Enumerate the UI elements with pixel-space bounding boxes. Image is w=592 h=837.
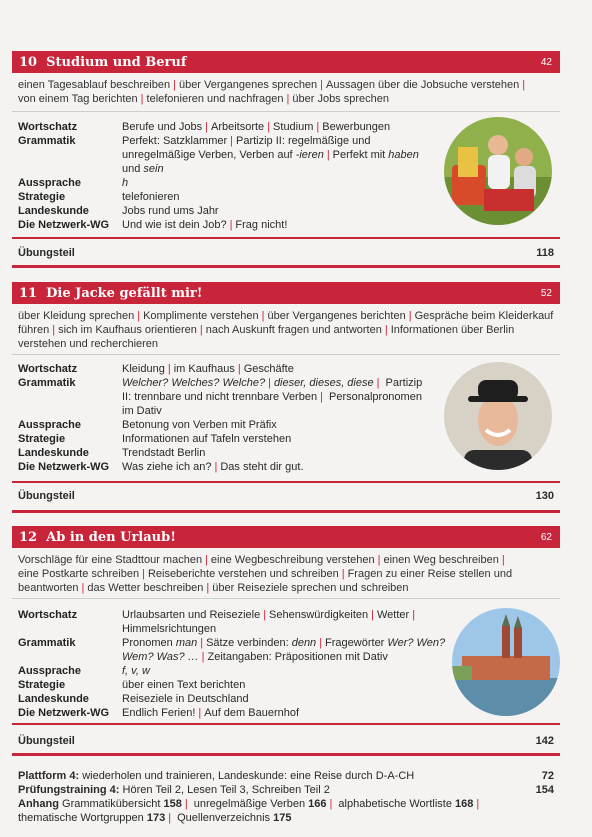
- divider: [12, 111, 560, 112]
- section-rule: [12, 237, 560, 239]
- chapter-details: Wortschatz Berufe und Jobs | Arbeitsorte | Studium | Bewerbungen Grammatik Perfekt: Satzklammer | Partizip II: regelmäßige und unregelmäßige Verben, Verben auf -ieren | Perfekt mit haben und sein Aussprache h Strategie telefonieren Landeskunde Jobs rund ums Jahr Die Netzwerk-WG Und wie ist dein Job? | Frag nicht!: [18, 121, 419, 231]
- exercise-row[interactable]: Übungsteil 142: [18, 735, 554, 747]
- divider: [12, 598, 560, 599]
- chapter-11: [12, 282, 560, 514]
- chapter-intro: über Kleidung sprechen | Komplimente verstehen | über Vergangenes berichten | Gespräche beim Kleiderkauf führen | sich im Kaufhaus orientieren | nach Auskunft fragen und antworten | Informationen über Berlin verstehen und recherchieren: [18, 310, 554, 350]
- chapter-title: 10 Studium und Beruf: [19, 54, 187, 70]
- chapter-title: 12 Ab in den Urlaub!: [19, 529, 176, 545]
- divider: [12, 354, 560, 355]
- plattform-row[interactable]: Plattform 4: wiederholen und trainieren, Landeskunde: eine Reise durch D-A-CH 72: [18, 770, 554, 782]
- chapter-header[interactable]: [12, 526, 560, 548]
- section-rule: [12, 481, 560, 483]
- chapter-header[interactable]: [12, 282, 560, 304]
- appendix-list: [18, 769, 554, 825]
- chapter-header[interactable]: [12, 51, 560, 73]
- exercise-row[interactable]: Übungsteil 130: [18, 490, 554, 502]
- students-photo: [444, 117, 552, 225]
- chapter-details: Wortschatz Kleidung | im Kaufhaus | Geschäfte Grammatik Welcher? Welches? Welche? | dieser, dieses, diese | Partizip II: trennbare und nicht trennbare Verben | Personalpronomen im Dativ Aussprache Betonung von Verben mit Präfix Strategie Informationen auf Tafeln verstehen Landeskunde Trendstadt Berlin Die Netzwerk-WG Was ziehe ich an? | Das steht dir gut.: [18, 363, 423, 473]
- chapter-12: [12, 526, 560, 758]
- man-with-hat-photo: [444, 362, 552, 470]
- chapter-intro: Vorschläge für eine Stadttour machen | eine Wegbeschreibung verstehen | einen Weg beschreiben | eine Postkarte schreiben | Reiseberichte verstehen und schreiben | Fragen zu einer Reise stellen und beantworten | das Wetter beschreiben | über Reiseziele sprechen und schreiben: [18, 554, 513, 594]
- city-view-photo: [452, 608, 560, 716]
- chapter-end-rule: [12, 265, 560, 268]
- chapter-end-rule: [12, 510, 560, 513]
- exercise-row[interactable]: Übungsteil 118: [18, 247, 554, 259]
- chapter-page: 42: [540, 56, 552, 68]
- chapter-page: 52: [540, 287, 552, 299]
- pruefung-row[interactable]: Prüfungstraining 4: Hören Teil 2, Lesen Teil 3, Schreiben Teil 2 154: [18, 784, 554, 796]
- chapter-title: 11 Die Jacke gefällt mir!: [19, 285, 203, 301]
- chapter-end-rule: [12, 753, 560, 756]
- section-rule: [12, 723, 560, 725]
- chapter-intro: einen Tagesablauf beschreiben | über Vergangenes sprechen | Aussagen über die Jobsuche verstehen | von einem Tag berichten | telefonieren und nachfragen | über Jobs sprechen: [18, 79, 526, 105]
- chapter-details: Wortschatz Urlaubsarten und Reiseziele | Sehenswürdigkeiten | Wetter | Himmelsrichtungen Grammatik Pronomen man | Sätze verbinden: denn | Fragewörter Wer? Wen? Wem? Was? … | Zeitangaben: Präpositionen mit Dativ Aussprache f, v, w Strategie über einen Text berichten Landeskunde Reiseziele in Deutschland Die Netzwerk-WG Endlich Ferien! | Auf dem Bauernhof: [18, 609, 446, 719]
- chapter-page: 62: [540, 531, 552, 543]
- chapter-10: [12, 51, 560, 269]
- anhang-row[interactable]: Anhang Grammatikübersicht 158 | unregelmäßige Verben 166 | alphabetische Wortliste 168 | thematische Wortgruppen 173 | Quellenverzeichnis 175: [18, 798, 480, 824]
